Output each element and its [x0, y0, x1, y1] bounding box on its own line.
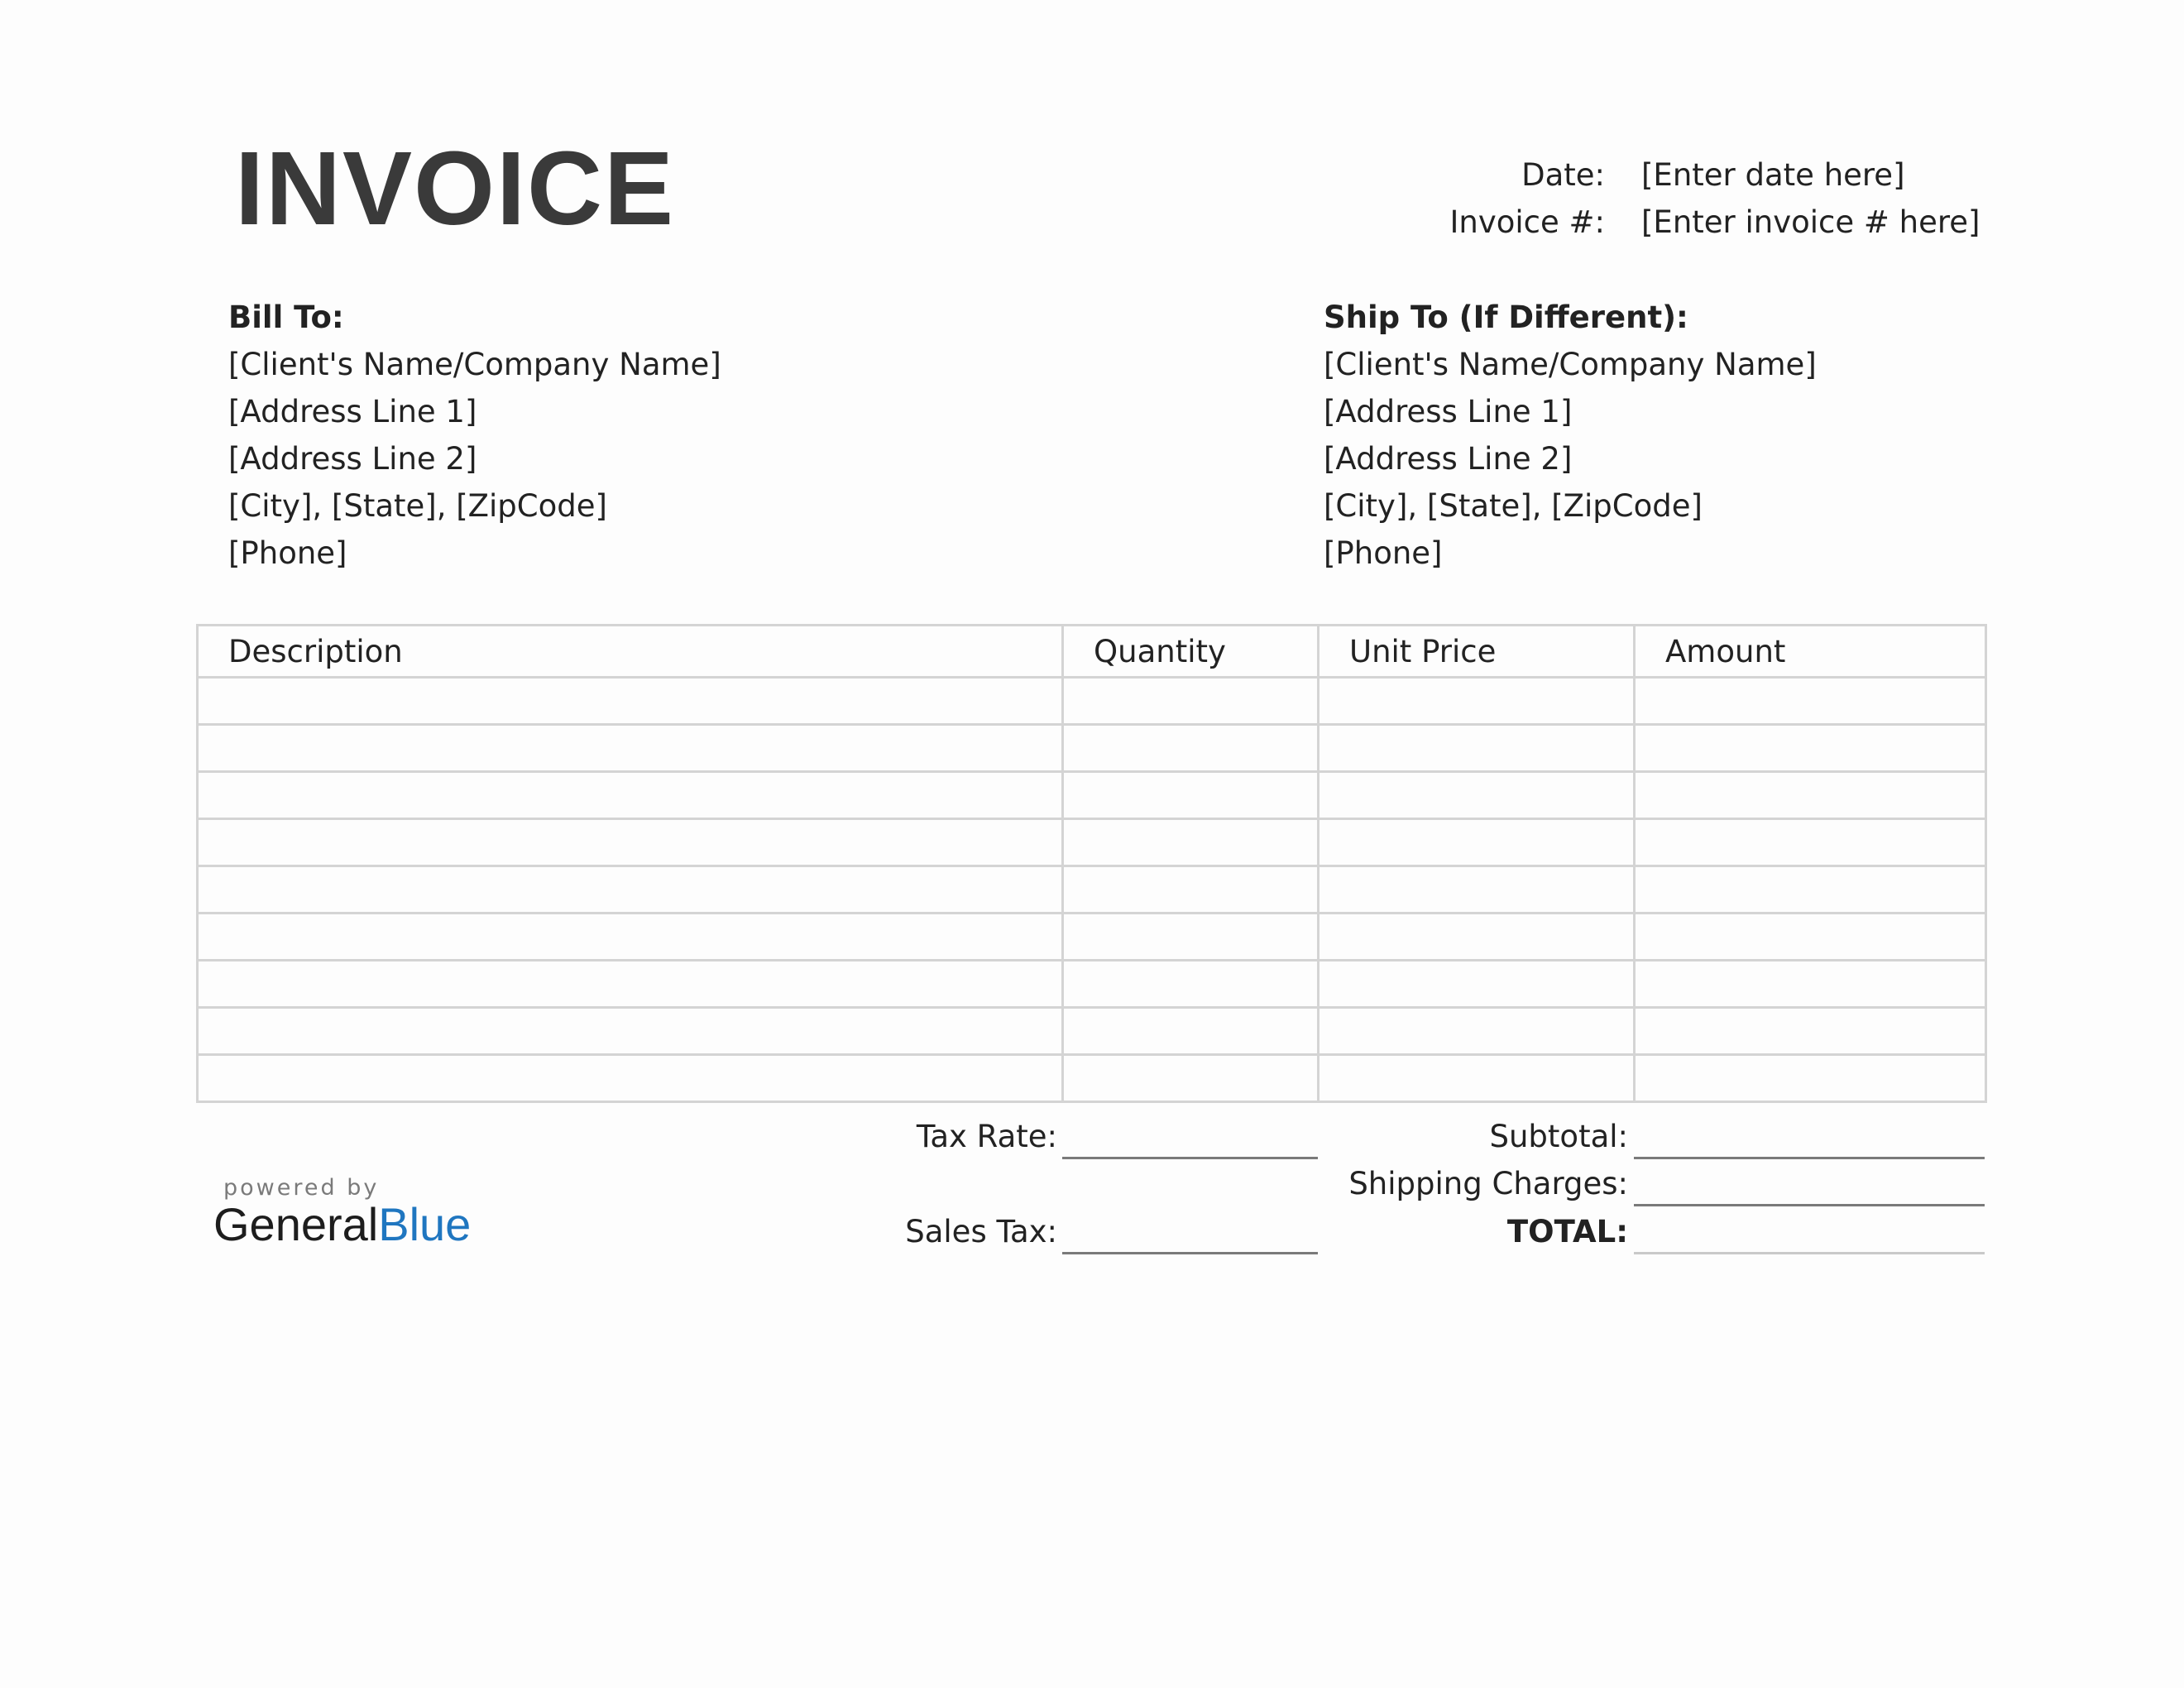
- ship-to-heading: Ship To (If Different):: [1324, 300, 1688, 335]
- amount-cell[interactable]: [1635, 819, 1986, 866]
- table-row: [198, 819, 1986, 866]
- bill-to-name[interactable]: [Client's Name/Company Name]: [228, 347, 721, 382]
- shipping-charges-label: Shipping Charges:: [1348, 1166, 1628, 1201]
- column-header-description: Description: [198, 626, 1063, 678]
- logo-blue-text: Blue: [378, 1198, 472, 1250]
- tax-rate-label: Tax Rate:: [916, 1119, 1057, 1154]
- subtotal-label: Subtotal:: [1489, 1119, 1628, 1154]
- amount-cell[interactable]: [1635, 914, 1986, 961]
- quantity-cell[interactable]: [1063, 961, 1319, 1008]
- ship-to-address-2[interactable]: [Address Line 2]: [1324, 441, 1573, 477]
- quantity-cell[interactable]: [1063, 1008, 1319, 1055]
- description-cell[interactable]: [198, 819, 1063, 866]
- table-row: [198, 725, 1986, 772]
- bill-to-block: [228, 294, 721, 577]
- quantity-cell[interactable]: [1063, 1055, 1319, 1102]
- quantity-cell[interactable]: [1063, 819, 1319, 866]
- unit-price-cell[interactable]: [1319, 819, 1635, 866]
- description-cell[interactable]: [198, 914, 1063, 961]
- table-row: [198, 1008, 1986, 1055]
- unit-price-cell[interactable]: [1319, 772, 1635, 819]
- table-row: [198, 961, 1986, 1008]
- description-cell[interactable]: [198, 1055, 1063, 1102]
- description-cell[interactable]: [198, 1008, 1063, 1055]
- description-cell[interactable]: [198, 772, 1063, 819]
- table-row: [198, 678, 1986, 725]
- bill-to-city-state-zip[interactable]: [City], [State], [ZipCode]: [228, 488, 607, 524]
- unit-price-cell[interactable]: [1319, 961, 1635, 1008]
- logo-general-text: General: [213, 1198, 379, 1250]
- table-header-row: [198, 626, 1986, 678]
- unit-price-cell[interactable]: [1319, 1008, 1635, 1055]
- table-row: [198, 772, 1986, 819]
- quantity-cell[interactable]: [1063, 866, 1319, 914]
- tax-rate-field[interactable]: [1062, 1157, 1318, 1159]
- line-items-table: [196, 624, 1987, 1103]
- bill-to-address-1[interactable]: [Address Line 1]: [228, 394, 477, 429]
- description-cell[interactable]: [198, 961, 1063, 1008]
- generalblue-logo: [213, 1198, 472, 1250]
- amount-cell[interactable]: [1635, 1055, 1986, 1102]
- unit-price-cell[interactable]: [1319, 725, 1635, 772]
- amount-cell[interactable]: [1635, 725, 1986, 772]
- date-label: Date:: [1521, 157, 1605, 193]
- sales-tax-field[interactable]: [1062, 1252, 1318, 1254]
- column-header-quantity: Quantity: [1063, 626, 1319, 678]
- sales-tax-label: Sales Tax:: [905, 1214, 1057, 1249]
- bill-to-phone[interactable]: [Phone]: [228, 535, 347, 571]
- quantity-cell[interactable]: [1063, 914, 1319, 961]
- table-row: [198, 866, 1986, 914]
- ship-to-city-state-zip[interactable]: [City], [State], [ZipCode]: [1324, 488, 1703, 524]
- column-header-amount: Amount: [1635, 626, 1986, 678]
- amount-cell[interactable]: [1635, 772, 1986, 819]
- unit-price-cell[interactable]: [1319, 678, 1635, 725]
- amount-cell[interactable]: [1635, 1008, 1986, 1055]
- ship-to-phone[interactable]: [Phone]: [1324, 535, 1443, 571]
- shipping-charges-field[interactable]: [1634, 1204, 1985, 1206]
- column-header-unit-price: Unit Price: [1319, 626, 1635, 678]
- total-label: TOTAL:: [1506, 1214, 1628, 1249]
- amount-cell[interactable]: [1635, 678, 1986, 725]
- ship-to-block: [1324, 294, 1817, 577]
- description-cell[interactable]: [198, 725, 1063, 772]
- quantity-cell[interactable]: [1063, 772, 1319, 819]
- total-field[interactable]: [1634, 1252, 1985, 1254]
- unit-price-cell[interactable]: [1319, 914, 1635, 961]
- unit-price-cell[interactable]: [1319, 866, 1635, 914]
- ship-to-address-1[interactable]: [Address Line 1]: [1324, 394, 1573, 429]
- amount-cell[interactable]: [1635, 866, 1986, 914]
- bill-to-address-2[interactable]: [Address Line 2]: [228, 441, 477, 477]
- amount-cell[interactable]: [1635, 961, 1986, 1008]
- description-cell[interactable]: [198, 866, 1063, 914]
- subtotal-field[interactable]: [1634, 1157, 1985, 1159]
- date-field[interactable]: [Enter date here]: [1641, 157, 1905, 193]
- invoice-number-label: Invoice #:: [1449, 204, 1605, 240]
- description-cell[interactable]: [198, 678, 1063, 725]
- invoice-number-field[interactable]: [Enter invoice # here]: [1641, 204, 1980, 240]
- invoice-title: INVOICE: [235, 130, 676, 247]
- table-row: [198, 1055, 1986, 1102]
- ship-to-name[interactable]: [Client's Name/Company Name]: [1324, 347, 1817, 382]
- quantity-cell[interactable]: [1063, 678, 1319, 725]
- unit-price-cell[interactable]: [1319, 1055, 1635, 1102]
- powered-by-text: powered by: [223, 1175, 380, 1201]
- bill-to-heading: Bill To:: [228, 300, 344, 335]
- table-row: [198, 914, 1986, 961]
- quantity-cell[interactable]: [1063, 725, 1319, 772]
